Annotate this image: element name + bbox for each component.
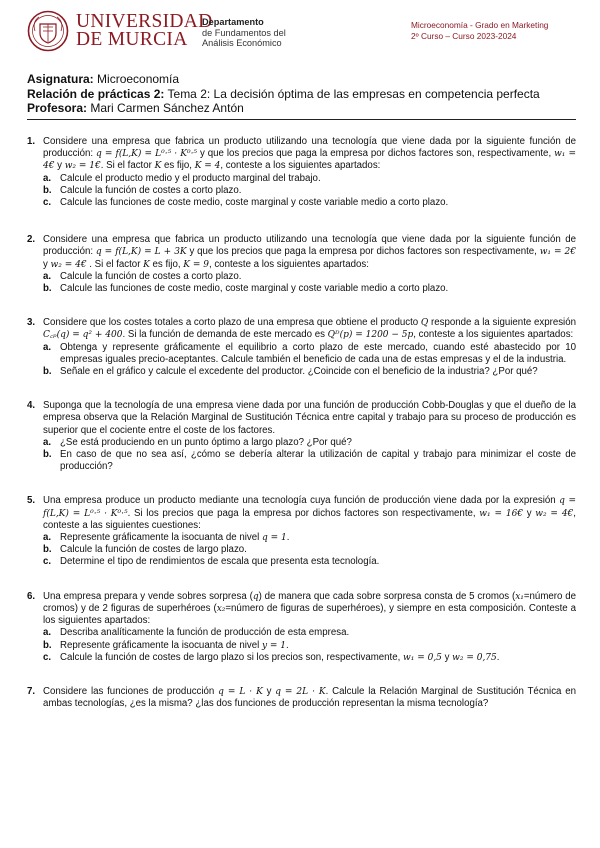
subitem-label: a. [43, 532, 52, 544]
exercise-statement [43, 136, 576, 173]
text-fragment: . [286, 639, 289, 651]
exercise-item [27, 591, 576, 664]
exercise-number: 1. [27, 136, 36, 147]
subitem-label: c. [43, 651, 52, 663]
exercise-subitem [43, 627, 576, 639]
text-fragment: Obtenga y represente gráficamente el equilibrio a corto plazo de este mercado, cuando esté abastecido por 10 empresas iguales precio-aceptantes. Calcule también el beneficio de cada una de estas empresas y el de la industria. [60, 341, 576, 365]
exercise-subitem [43, 366, 576, 378]
practice-row [27, 87, 577, 102]
text-fragment: ) de manera que cada sobre sorpresa consta de 5 cromos ( [258, 590, 516, 602]
subitem-label: a. [43, 270, 52, 282]
practice-value: Tema 2: La decisión óptima de las empresas en competencia perfecta [167, 86, 540, 101]
subject-value: Microeconomía [97, 72, 180, 86]
text-fragment: , conteste a los siguientes apartados: [208, 258, 369, 270]
subitem-label: a. [43, 627, 52, 639]
exercise-list [27, 136, 576, 710]
text-fragment: Calcule la función de costes de largo plazo si los precios son, respectivamente, [60, 651, 404, 663]
math-expression: w₂ = 4€ [535, 508, 574, 519]
text-fragment: es fijo, [149, 258, 184, 270]
exercise-subitem [43, 173, 576, 185]
subitem-label: b. [43, 366, 52, 378]
exercise-number: 7. [27, 685, 36, 697]
math-expression: w₁ = 0,5 [403, 652, 442, 663]
exercise-item [27, 136, 576, 209]
exercise-subitem [43, 449, 576, 473]
exercise-subitem [43, 652, 576, 664]
math-expression: w₂ = 0,75 [452, 652, 497, 663]
header-divider [27, 119, 576, 120]
text-fragment: Calcule la función de costes de largo plazo. [60, 544, 247, 556]
math-expression: x₂ [216, 603, 226, 614]
text-fragment: Considere las funciones de producción [43, 685, 219, 697]
text-fragment: . Si el factor [86, 258, 144, 270]
text-fragment: y [441, 651, 453, 663]
text-fragment: Represente gráficamente la isocuanta de nivel [60, 532, 262, 544]
subitem-label: b. [43, 639, 52, 651]
exercise-statement [43, 400, 576, 437]
subitem-label: b. [43, 184, 52, 196]
text-fragment: Una empresa prepara y vende sobres sorpresa ( [43, 590, 253, 602]
assignment-info [27, 72, 577, 116]
university-name [76, 13, 213, 49]
text-fragment: . [496, 651, 500, 663]
text-fragment: ¿Se está produciendo en un punto óptimo a largo plazo? ¿Por qué? [60, 436, 352, 448]
text-fragment: Suponga que la tecnología de una empresa viene dada por una función de producción Cobb-Douglas y que el dueño de la empresa observa que la Relación Marginal de Sustitución Técnica entre capital y trabajo para su proceso de producción es superior que el cociente entre el coste de los factores. [43, 400, 576, 436]
subitem-label: c. [43, 556, 52, 568]
exercise-item [27, 400, 576, 473]
math-expression: q = L · K [218, 686, 263, 697]
text-fragment: y [523, 507, 536, 519]
text-fragment: Calcule el producto medio y el producto marginal del trabajo. [60, 172, 321, 184]
department-line: Departamento [202, 17, 264, 27]
math-expression: y = 1 [261, 640, 287, 651]
teacher-row [27, 101, 577, 116]
math-expression: w₂ = 4€ [50, 259, 87, 270]
exercise-number: 6. [27, 590, 36, 602]
math-expression: w₁ = 4€ [43, 149, 577, 172]
exercise-statement [43, 317, 576, 341]
university-seal-logo [27, 10, 69, 52]
math-expression: K = 4 [194, 161, 221, 172]
course-line: Microeconomía - Grado en Marketing [411, 20, 549, 30]
university-name-line: UNIVERSIDAD [76, 11, 213, 32]
exercise-statement [43, 234, 576, 271]
math-expression: K [154, 161, 162, 172]
text-fragment: es fijo, [161, 160, 195, 172]
text-fragment: Calcule la función de costes a corto plazo. [60, 184, 242, 196]
math-expression: C꜀ₚ(q) = q² + 400 [43, 330, 123, 341]
math-expression: Q [420, 318, 429, 329]
text-fragment: . Si los precios que paga la empresa por dichos factores son respectivamente, [127, 507, 480, 519]
page-header [27, 10, 577, 60]
math-expression: w₁ = 2€ [539, 247, 577, 258]
text-fragment: =número de cromos) y de 2 figuras de superhéroes ( [43, 590, 576, 614]
subitem-label: c. [43, 197, 52, 209]
exercise-number: 2. [27, 234, 36, 246]
text-fragment: Considere que los costes totales a corto plazo de una empresa que obtiene el producto [43, 317, 421, 329]
text-fragment: =número de figuras de superhéroes), y siempre en esta composición. Conteste a los siguientes apartados: [43, 602, 577, 627]
math-expression: q = 2L · K [275, 686, 326, 697]
subitem-label: a. [43, 172, 52, 184]
text-fragment: y que los precios que paga la empresa por dichos factores son, respectivamente, [197, 148, 555, 160]
math-expression: K = 9 [183, 259, 209, 270]
math-expression: x₁ [515, 591, 524, 602]
subject-label: Asignatura: [27, 72, 94, 86]
exercise-subitem [43, 437, 576, 449]
text-fragment: y [43, 258, 51, 270]
exercise-subitem [43, 271, 576, 283]
exercise-item [27, 317, 576, 378]
subitem-label: b. [43, 449, 52, 461]
exercise-subitem [43, 283, 576, 295]
text-fragment: . Si la función de demanda de este mercado es [122, 329, 328, 341]
subject-row [27, 72, 577, 87]
exercise-item [27, 686, 576, 710]
exercise-subitem [43, 640, 576, 652]
practice-label: Relación de prácticas 2: [27, 86, 165, 101]
text-fragment: . Calcule la Relación Marginal de Sustitución Técnica en ambas tecnologías, ¿es la misma? ¿las dos funciones de producción representan la misma tecnología? [43, 685, 576, 710]
math-expression: q = f(L,K) = L⁰·⁵ · K⁰·⁵ [43, 496, 576, 519]
math-expression: q = 1 [261, 533, 287, 544]
university-name-line: DE MURCIA [76, 29, 188, 50]
department-line: de Fundamentos del [202, 27, 286, 38]
teacher-label: Profesora: [27, 101, 88, 115]
text-fragment: y que los precios que paga la empresa por dichos factores son respectivamente, [186, 246, 540, 258]
exercise-subitem [43, 544, 576, 556]
text-fragment: Señale en el gráfico y calcule el excedente del productor. ¿Coincide con el beneficio de la industria? ¿Por qué? [60, 366, 538, 378]
exercise-statement [43, 686, 576, 710]
course-info [411, 20, 548, 42]
math-expression: q [252, 591, 259, 602]
text-fragment: Considere una empresa que fabrica un producto utilizando una tecnología que viene dada por la siguiente función de producción: [43, 136, 576, 160]
text-fragment: Describa analíticamente la función de producción de esta empresa. [60, 627, 350, 639]
exercise-subitem [43, 532, 576, 544]
text-fragment: Calcule las funciones de coste medio, coste marginal y coste variable medio a corto plazo. [60, 283, 449, 295]
subitem-label: b. [43, 544, 52, 556]
course-line: 2º Curso – Curso 2023-2024 [411, 31, 517, 41]
text-fragment: , conteste a los siguientes apartados: [413, 329, 574, 341]
subitem-label: a. [43, 341, 52, 353]
exercise-item [27, 495, 576, 568]
exercise-number: 3. [27, 317, 36, 329]
math-expression: q = f(L,K) = L + 3K [95, 247, 187, 258]
text-fragment: Represente gráficamente la isocuanta de nivel [60, 639, 262, 651]
text-fragment: Considere una empresa que fabrica un producto utilizando una tecnología que viene dada por la siguiente función de producción: [43, 234, 576, 258]
text-fragment: . [286, 532, 290, 544]
text-fragment: Calcule las funciones de coste medio, coste marginal y coste variable medio a corto plazo. [60, 197, 449, 209]
text-fragment: , conteste a las siguientes cuestiones: [43, 507, 576, 531]
text-fragment: . Si el factor [100, 160, 155, 172]
text-fragment: y [54, 160, 65, 172]
exercise-subitem [43, 556, 576, 568]
math-expression: w₂ = 1€ [64, 161, 101, 172]
exercise-subitem [43, 197, 576, 209]
exercise-number: 5. [27, 495, 36, 507]
exercise-subitem [43, 185, 576, 197]
text-fragment: En caso de que no sea así, ¿cómo se debería alterar la utilización de capital y trabajo para minimizar el coste de producción? [60, 449, 576, 473]
math-expression: w₁ = 16€ [479, 508, 524, 519]
subitem-label: b. [43, 283, 52, 295]
text-fragment: Una empresa produce un producto mediante una tecnología cuya función de producción viene dada por la expresión [43, 495, 560, 507]
text-fragment: , conteste a los siguientes apartados: [220, 160, 381, 172]
text-fragment: Calcule la función de costes a corto plazo. [60, 270, 242, 282]
math-expression: q = f(L,K) = L⁰·⁵ · K⁰·⁵ [96, 149, 198, 160]
text-fragment: y [262, 685, 276, 697]
math-expression: K [143, 259, 150, 270]
department-line: Análisis Económico [202, 38, 282, 48]
exercise-item [27, 234, 576, 295]
subitem-label: a. [43, 436, 52, 448]
text-fragment: Determine el tipo de rendimientos de escala que presenta esta tecnología. [60, 556, 380, 568]
exercise-subitem [43, 342, 576, 366]
exercise-statement [43, 591, 576, 628]
department-name [202, 17, 286, 49]
exercise-number: 4. [27, 400, 36, 412]
teacher-value: Mari Carmen Sánchez Antón [90, 101, 244, 115]
math-expression: Qᴰ(p) = 1200 − 5p [327, 330, 414, 341]
exercise-statement [43, 495, 576, 532]
text-fragment: responde a la siguiente expresión [428, 317, 576, 329]
